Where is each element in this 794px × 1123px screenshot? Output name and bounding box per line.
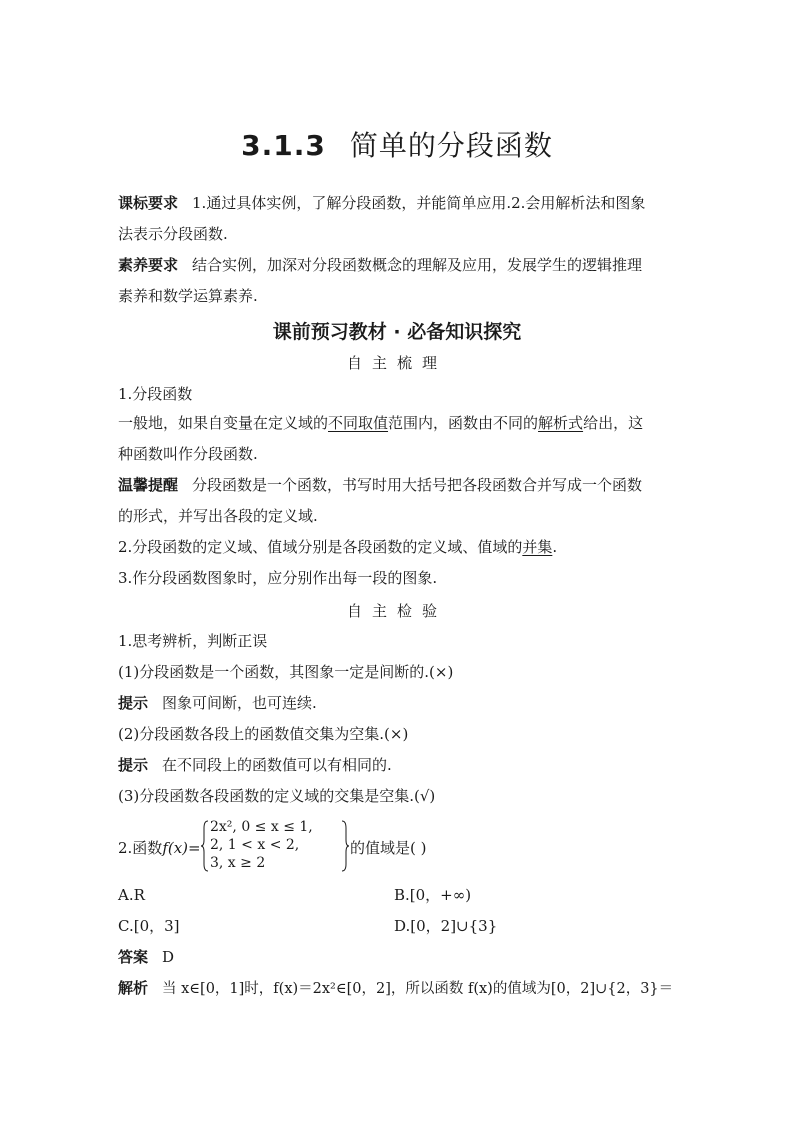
option-d: D.[0，2]∪{3} [394, 917, 498, 935]
question-1-2: (2)分段函数各段上的函数值交集为空集.(×) [118, 725, 409, 743]
item-2-end: . [552, 538, 558, 556]
question-2-lead: 2.函数 [118, 839, 163, 857]
option-b: B.[0，+∞) [394, 886, 472, 904]
question-2-suffix: 的值域是( ) [350, 839, 427, 857]
question-1: 1.思考辨析，判断正误 [118, 632, 268, 650]
literacy-requirement-label: 素养要求 [118, 256, 179, 274]
literacy-requirement-text-b: 素养和数学运算素养. [118, 287, 258, 305]
knowledge-item-2 [118, 537, 683, 557]
definition-line-2: 种函数叫作分段函数. [118, 445, 258, 463]
title-number: 3.1.3 [241, 129, 326, 162]
question-2-prefix [118, 837, 201, 858]
answer-label: 答案 [118, 948, 149, 966]
requirement-line-3 [118, 255, 683, 275]
definition-text: 一般地，如果自变量在定义域的 [118, 414, 329, 432]
hint-2 [118, 755, 683, 775]
sub-title-check: 自主检验 [346, 602, 447, 620]
left-brace-icon [201, 820, 209, 872]
hint-label: 提示 [118, 694, 149, 712]
tip-text-a: 分段函数是一个函数，书写时用大括号把各段函数合并写成一个函数 [192, 476, 643, 494]
option-c: C.[0，3] [118, 917, 180, 935]
course-requirement-label: 课标要求 [118, 194, 179, 212]
item-2-text: 2.分段函数的定义域、值域分别是各段函数的定义域、值域的 [118, 538, 523, 556]
definition-text: 给出，这 [583, 414, 644, 432]
analysis-label: 解析 [118, 979, 149, 997]
answer-line [118, 947, 683, 967]
title-text: 简单的分段函数 [349, 129, 553, 162]
option-a: A.R [118, 886, 145, 904]
case-1: 2x², 0 ≤ x ≤ 1, [210, 819, 313, 835]
function-name: f(x)= [162, 839, 201, 857]
requirement-line-1 [118, 193, 683, 213]
question-1-1: (1)分段函数是一个函数，其图象一定是间断的.(×) [118, 663, 454, 681]
piecewise-cases [210, 818, 313, 872]
literacy-requirement-text-a: 结合实例，加深对分段函数概念的理解及应用，发展学生的逻辑推理 [192, 256, 643, 274]
case-2: 2, 1 < x < 2, [210, 837, 300, 853]
hint-text: 图象可间断，也可连续. [162, 694, 317, 712]
requirement-line-4 [118, 286, 683, 306]
analysis-line [118, 978, 683, 999]
right-brace-icon [341, 820, 349, 872]
tip-line-2: 的形式，并写出各段的定义域. [118, 507, 318, 525]
case-3: 3, x ≥ 2 [210, 855, 266, 871]
course-requirement-text-a: 1.通过具体实例，了解分段函数，并能简单应用.2.会用解析法和图象 [192, 194, 646, 212]
underlined-term: 不同取值 [328, 414, 389, 432]
question-2 [118, 818, 683, 878]
hint-text: 在不同段上的函数值可以有相同的. [162, 756, 392, 774]
requirement-line-2 [118, 224, 683, 244]
page-title [0, 124, 794, 164]
definition-text: 范围内，函数由不同的 [388, 414, 539, 432]
hint-1 [118, 693, 683, 713]
question-1-3: (3)分段函数各段函数的定义域的交集是空集.(√) [118, 787, 436, 805]
knowledge-item-1-title: 1.分段函数 [118, 385, 193, 403]
hint-label: 提示 [118, 756, 149, 774]
analysis-text: 当 x∈[0，1]时，f(x)＝2x²∈[0，2]，所以函数 f(x)的值域为[0，2]∪{2，3}＝ [162, 981, 674, 997]
tip-label: 温馨提醒 [118, 476, 179, 494]
answer-value: D [162, 948, 175, 966]
tip-line-1 [118, 475, 683, 495]
course-requirement-text-b: 法表示分段函数. [118, 225, 228, 243]
knowledge-item-3: 3.作分段函数图象时，应分别作出每一段的图象. [118, 569, 438, 587]
section-title: 课前预习教材 · 必备知识探究 [272, 321, 522, 343]
sub-title-review: 自主梳理 [346, 354, 447, 372]
definition-line-1 [118, 413, 683, 433]
underlined-term: 并集 [522, 538, 553, 556]
underlined-term: 解析式 [538, 414, 584, 432]
